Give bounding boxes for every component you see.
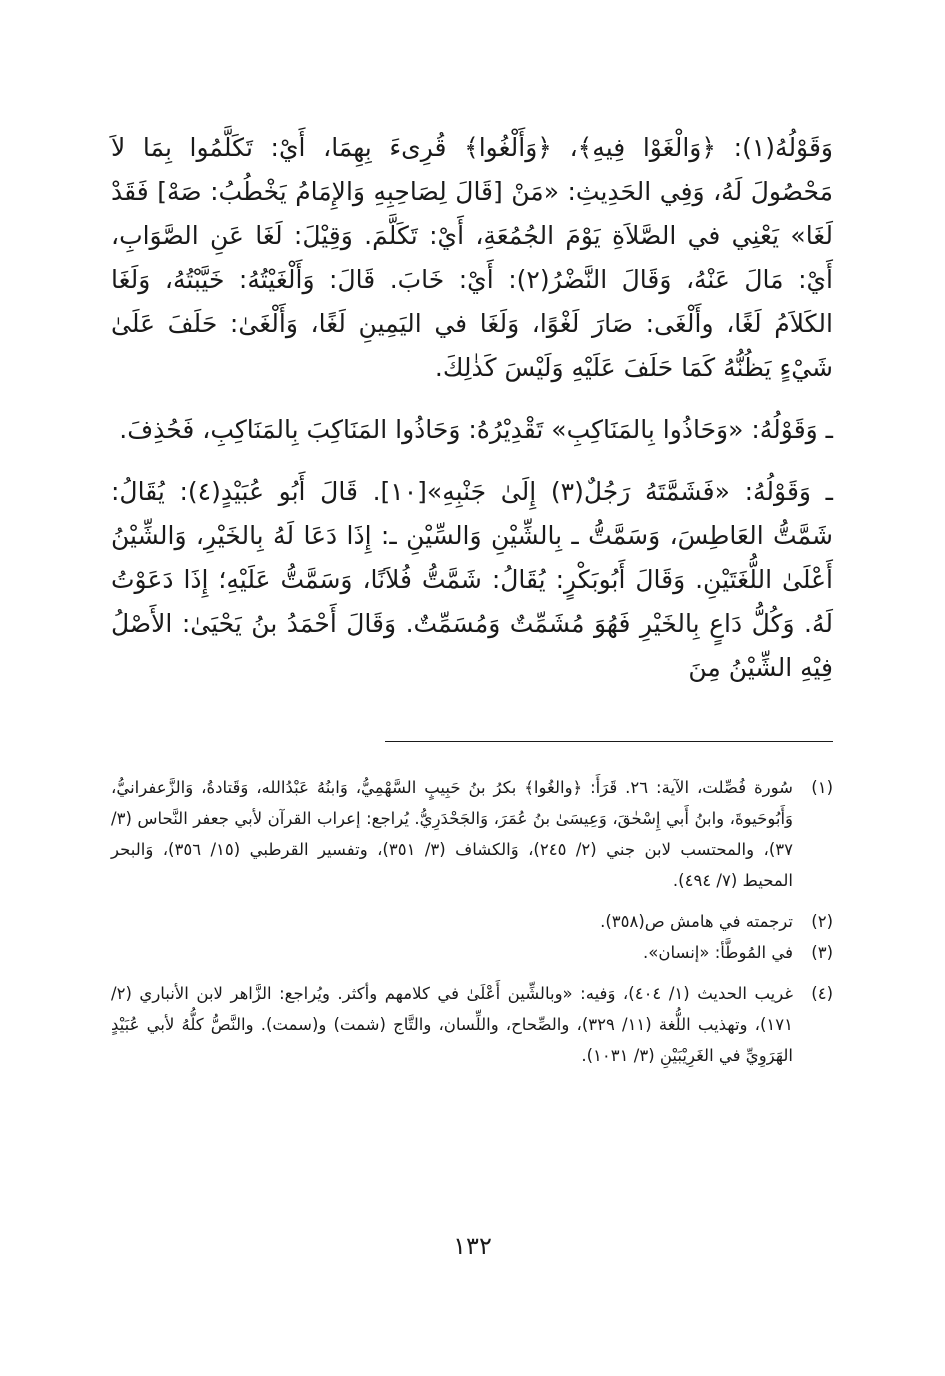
footnote-number: (٤) [811,984,833,1003]
footnote-number: (٢) [811,912,833,931]
footnote-divider [385,741,833,742]
main-text [111,126,833,690]
paragraph-shammatahu: ـ وَقَوْلُهُ: «فَشَمَّتَهُ رَجُلٌ(٣) إِلَىٰ جَنْبِهِ»[١٠]. قَالَ أَبُو عُبَيْدٍ(٤): يُقَالُ: شَمَّتُّ العَاطِسَ، وَسَمَّتُّ ـ بِالشِّيْنِ وَالسِّيْنِ ـ: إِذَا دَعَا لَهُ بِالخَيْرِ، وَالشِّيْنُ أَعْلَىٰ اللُّغَتَيْنِ. وَقَالَ أَبُوبَكْرٍ: يُقَالُ: شَمَّتُّ فُلاَنًا، وَسَمَّتُّ عَلَيْهِ؛ إِذَا دَعَوْتُ لَهُ. وَكُلُّ دَاعٍ بِالخَيْرِ فَهُوَ مُشَمِّتٌ وَمُسَمِّتٌ. وَقَالَ أَحْمَدُ بنُ يَحْيَىٰ: الأَصْلُ فِيْهِ الشِّيْنُ مِنَ [111,477,833,682]
footnote-4 [111,978,833,1071]
footnote-text: غريب الحديث (١/ ٤٠٤)، وَفيه: «وبالشِّين أَعْلَىٰ في كلامهم وأكثر. ويُراجع: الزَّاهر لابن الأنباري (٢/ ١٧١)، وتهذيب اللُّغة (١١/ ٣٢٩)، والصِّحاح، واللِّسان، والتَّاج (شمت) و(سمت). والنَّصُّ كلُّهُ لأبي عُبَيْدٍ الهَرَوِيِّ في الغَرِيْبَيْنِ (٣/ ١٠٣١). [111,984,794,1065]
footnote-text: في المُوطَّأ: «إنسان». [643,943,793,962]
paragraph-lagha: وَقَوْلُهُ(١): ﴿وَالْغَوْا فِيهِ﴾، ﴿وَأَلْغُوا﴾ قُرِىءَ بِهِمَا، أَيْ: تَكَلَّمُوا بِمَا لاَ مَحْصُولَ لَهُ، وَفِي الحَدِيثِ: «مَنْ [قَالَ لِصَاحِبِهِ وَالإِمَامُ يَخْطُبُ: صَهْ] فَقَدْ لَغَا» يَعْنِي في الصَّلاَةِ يَوْمَ الجُمُعَةِ، أَيْ: تَكَلَّمَ. وَقِيْلَ: لَغَا عَنِ الصَّوَابِ، أَيْ: مَالَ عَنْهُ، وَقَالَ النَّضْرُ(٢): أَيْ: خَابَ. قَالَ: وَأَلْغَيْتُهُ: خَيَّبْتُهُ، وَلَغَا الكَلاَمُ لَغًا، وأَلْغَى: صَارَ لَغْوًا، وَلَغَا في اليَمِينِ لَغًا، وَأَلْغَىٰ: حَلَفَ عَلَىٰ شَيْءٍ يَظُنُّهُ كَمَا حَلَفَ عَلَيْهِ وَلَيْسَ كَذٰلِكَ. [111,133,833,382]
footnotes [111,772,833,1071]
footnote-text: سُورة فُصِّلت، الآية: ٢٦. قَرَأَ: ﴿والغُوا﴾ بكرُ بنُ حَبِيبٍ السَّهْمِيُّ، وَابنُهُ عَبْدُالله، وَقَتادةُ، وَالزَّعفرانيُّ، وَأَبُوحَيوةَ، وابنُ أَبي إِسْحٰقَ، وَعِيسَىٰ بنُ عُمَرَ، وَالجَحْدَرِيُّ. يُراجع: إعراب القرآن لأبي جعفر النَّحاس (٣/ ٣٧)، والمحتسب لابن جني (٢/ ٢٤٥)، وَالكشاف (٣/ ٣٥١)، وتفسير القرطبي (١٥/ ٣٥٦)، وَالبحر المحيط (٧/ ٤٩٤). [111,778,793,890]
footnote-3 [111,937,833,968]
page-number: ١٣٢ [453,1232,492,1260]
footnote-text: ترجمته في هامش ص(٣٥٨). [600,912,793,931]
footnote-2 [111,906,833,937]
footnote-number: (٣) [811,943,833,962]
footnote-1 [111,772,833,896]
paragraph-hadhu: ـ وَقَوْلُهُ: «وَحَاذُوا بِالمَنَاكِبِ» تَقْدِيْرُهُ: وَحَاذُوا المَنَاكِبَ بِالمَنَاكِبِ، فَحُذِفَ. [119,415,833,444]
footnote-number: (١) [811,778,833,797]
